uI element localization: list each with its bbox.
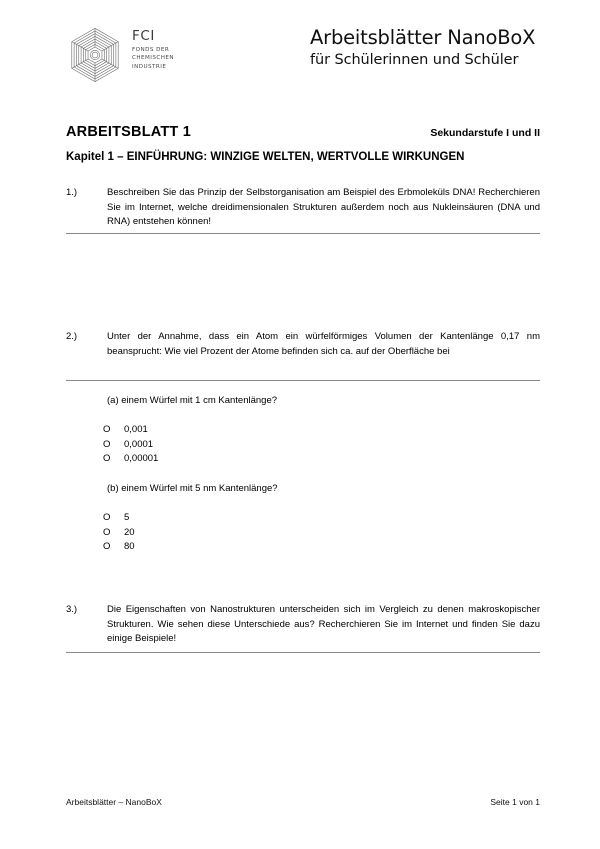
question-2 [66,330,540,359]
subquestion-a-prompt: (a) einem Würfel mit 1 cm Kantenlänge? [107,395,278,406]
radio-circle-icon[interactable]: O [103,453,111,465]
radio-circle-icon[interactable]: O [103,541,111,553]
fci-hexagon-molecule-logo-icon [66,26,124,84]
radio-circle-icon[interactable]: O [103,512,111,523]
fci-abbreviation: FCI [132,28,155,44]
answer-rule-2 [66,380,540,381]
question-1-text: Beschreiben Sie das Prinzip der Selbstorganisation am Beispiel des Erbmoleküls DNA! Recherchieren Sie im Internet, welche dreidimensionalen Strukturen außerdem noch aus Nukleinsäuren (DNA und RNA) entstehen können! [107,187,540,228]
question-3-number: 3.) [66,604,78,615]
answer-rule-3 [66,652,540,653]
option-label: 80 [124,541,135,553]
fci-name-line-2: CHEMISCHEN [132,55,175,62]
option-row[interactable] [103,511,536,526]
question-2-number: 2.) [66,331,78,342]
fci-logo-text [132,30,174,71]
footer-page-number: Seite 1 von 1 [490,797,540,807]
option-label: 20 [124,526,135,538]
chapter-heading: Kapitel 1 – EINFÜHRUNG: WINZIGE WELTEN, WERTVOLLE WIRKUNGEN [66,151,465,163]
page-title: ARBEITSBLATT 1 [66,124,191,140]
education-level-label: Sekundarstufe I und II [430,127,540,139]
option-label: 5 [124,512,130,523]
header-title-block [310,26,540,68]
subquestion-b-options [103,511,536,555]
fci-logo [66,24,174,84]
option-label: 0,001 [124,424,148,435]
option-row[interactable] [103,452,536,467]
option-row[interactable] [103,540,536,555]
question-3 [66,603,540,647]
fci-full-name [132,46,174,71]
question-2-text: Unter der Annahme, dass ein Atom ein würfelförmiges Volumen der Kantenlänge 0,17 nm beansprucht: Wie viel Prozent der Atome befinden sich ca. auf der Oberfläche bei [107,331,540,357]
answer-rule-1 [66,233,540,234]
fci-name-line-3: INDUSTRIE [132,63,167,70]
question-3-text: Die Eigenschaften von Nanostrukturen unterscheiden sich im Vergleich zu denen makroskopischer Strukturen. Wie sehen diese Unterschiede aus? Recherchieren Sie im Internet und finden Sie dazu einige Beispiele! [107,604,540,645]
page-footer [66,797,540,807]
option-row[interactable] [103,423,536,438]
option-label: 0,0001 [124,438,154,450]
page-header [66,24,540,94]
brand-title: Arbeitsblätter NanoBoX [310,26,536,49]
subquestion-a-options [103,423,536,467]
option-row[interactable] [103,438,536,453]
document-title-row [66,124,540,140]
question-1-number: 1.) [66,187,78,198]
radio-circle-icon[interactable]: O [103,526,111,538]
question-1 [66,186,540,230]
radio-circle-icon[interactable]: O [103,424,111,435]
radio-circle-icon[interactable]: O [103,438,111,450]
footer-left-label: Arbeitsblätter – NanoBoX [66,797,162,807]
option-label: 0,00001 [124,453,159,465]
subquestion-b-prompt: (b) einem Würfel mit 5 nm Kantenlänge? [107,483,278,494]
fci-name-line-1: FONDS DER [132,47,170,53]
brand-subtitle: für Schülerinnen und Schüler [310,52,519,68]
option-row[interactable] [103,526,536,541]
